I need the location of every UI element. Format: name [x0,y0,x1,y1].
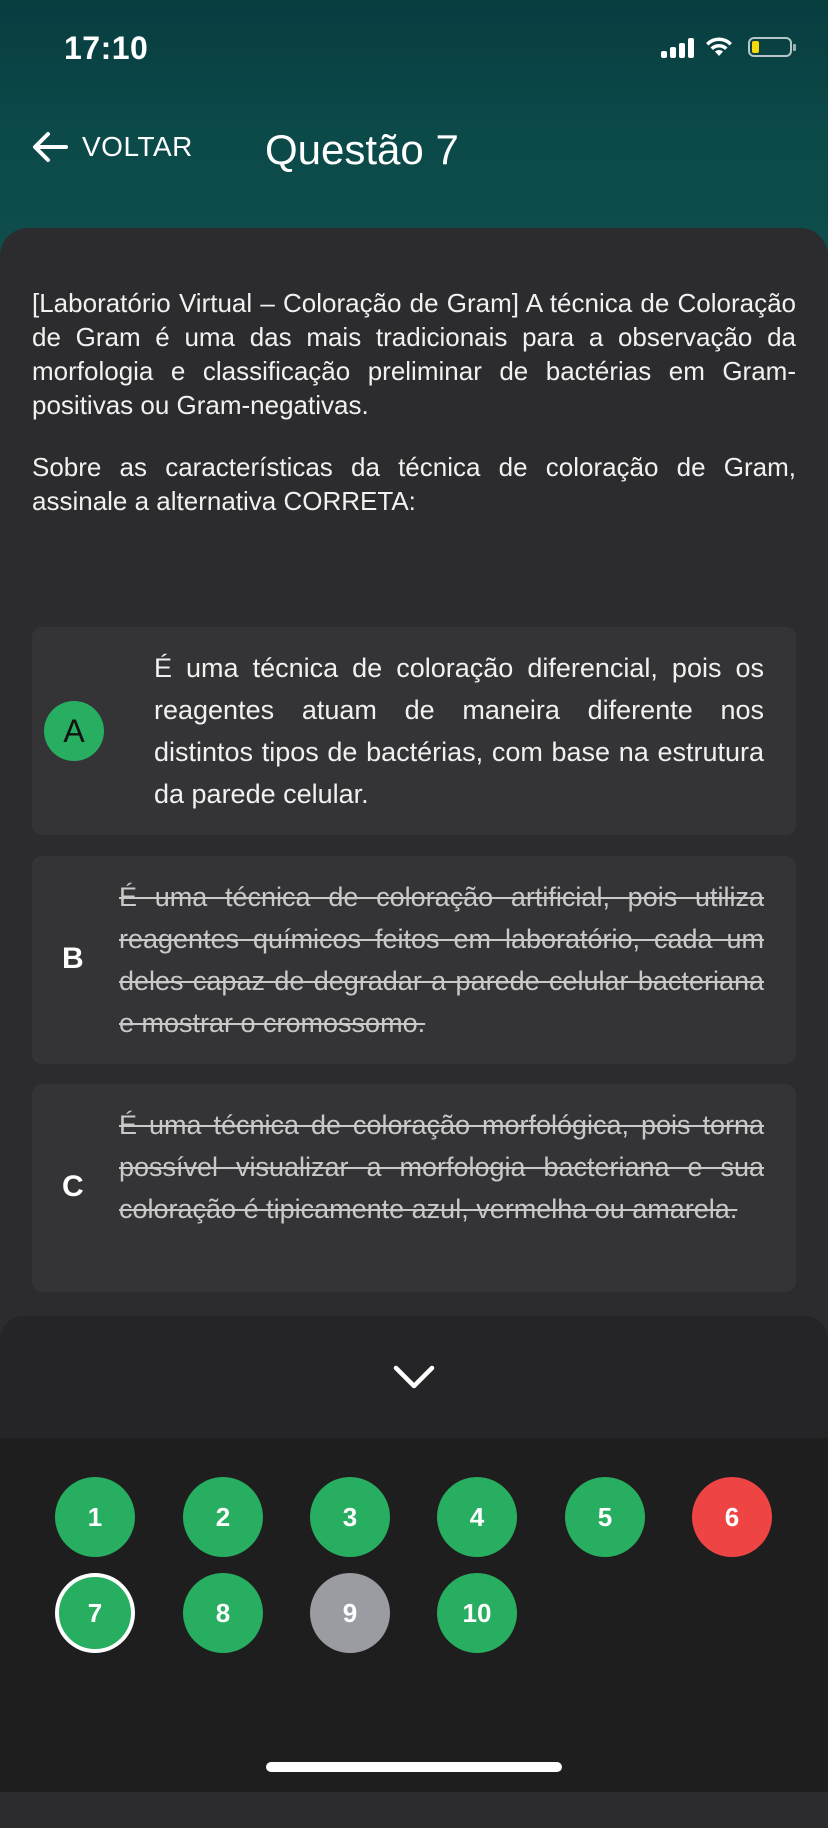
alternative-text: É uma técnica de coloração morfológica, pois torna possível visualizar a morfologia bacteriana e sua coloração é tipicamente azul, vermelha ou amarela. [119,1110,764,1224]
battery-icon [748,37,792,57]
status-time: 17:10 [64,30,149,66]
question-nav-button-1[interactable]: 1 [55,1477,135,1557]
question-nav-button-8[interactable]: 8 [183,1573,263,1653]
alternative-letter: C [62,1170,84,1203]
cellular-signal-icon [661,36,694,58]
question-statement [32,286,796,546]
question-nav-button-3[interactable]: 3 [310,1477,390,1557]
alternative-a[interactable] [32,627,796,835]
back-label: VOLTAR [82,131,193,162]
alternative-letter: B [62,942,84,975]
question-nav-button-5[interactable]: 5 [565,1477,645,1557]
question-nav-button-7[interactable]: 7 [55,1573,135,1653]
chevron-down-icon [392,1364,436,1390]
question-paragraph: Sobre as características da técnica de coloração de Gram, assinale a alternativa CORRETA: [32,452,796,516]
question-nav-button-9[interactable]: 9 [310,1573,390,1653]
back-button[interactable] [30,130,193,164]
alternative-b[interactable] [32,856,796,1064]
question-nav-button-10[interactable]: 10 [437,1573,517,1653]
question-nav-button-2[interactable]: 2 [183,1477,263,1557]
question-nav-button-4[interactable]: 4 [437,1477,517,1557]
status-icons [661,36,792,58]
question-paragraph: [Laboratório Virtual – Coloração de Gram] A técnica de Coloração de Gram é uma das mais tradicionais para a observação da morfologia e classificação preliminar de bactérias em Gram-positivas ou Gram-negativas. [32,288,796,420]
page-title: Questão 7 [265,126,459,173]
alternative-text: É uma técnica de coloração diferencial, pois os reagentes atuam de maneira diferente nos distintos tipos de bactérias, com base na estrutura da parede celular. [154,653,764,809]
wifi-icon [704,36,734,58]
alternative-c[interactable] [32,1084,796,1292]
collapse-navigator-button[interactable] [0,1316,828,1438]
question-nav-button-6[interactable]: 6 [692,1477,772,1557]
arrow-left-icon [30,130,70,164]
home-indicator [266,1762,562,1772]
alternative-letter-badge: A [44,701,104,761]
alternative-text: É uma técnica de coloração artificial, pois utiliza reagentes químicos feitos em laboratório, cada um deles capaz de degradar a parede celular bacteriana e mostrar o cromossomo. [119,882,764,1038]
